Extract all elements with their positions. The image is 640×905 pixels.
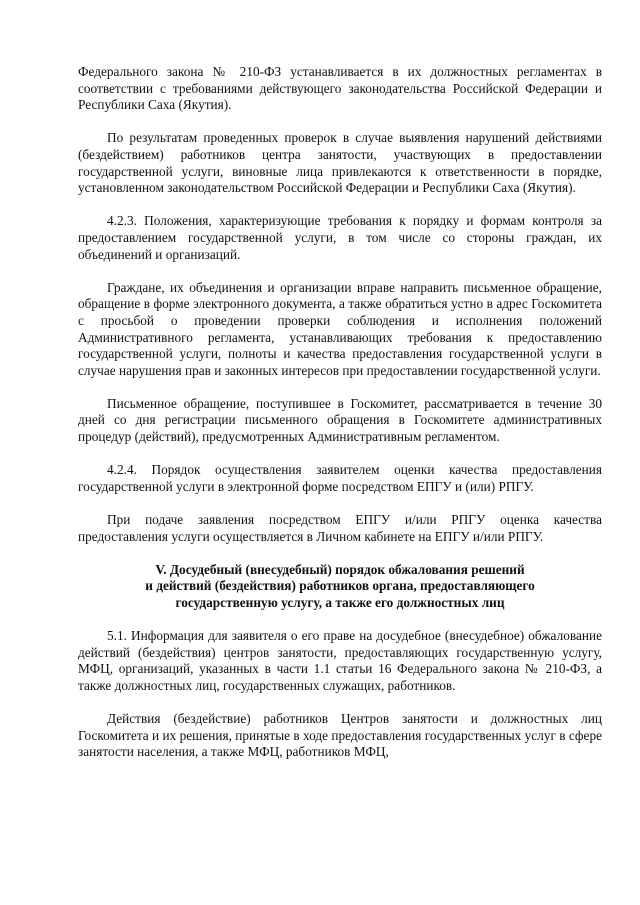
section-v-heading-line-1: V. Досудебный (внесудебный) порядок обжалования решений xyxy=(155,561,525,577)
paragraph-citizens-appeal: Граждане, их объединения и организации вправе направить письменное обращение, обращение в форме электронного документа, а также обратиться устно в адрес Госкомитета с просьбой о проведении проверки соблюдения и исполнения положений Административного регламента, устанавливающих требования к предоставлению государственной услуги, полноты и качества предоставления государственной услуги в случае нарушения прав и законных интересов при предоставлении государственной услуги. xyxy=(78,279,602,378)
paragraph-violations-responsibility: По результатам проведенных проверок в случае выявления нарушений действиями (бездействием) работников центра занятости, участвующих в предоставлении государственной услуги, виновные лица привлекаются к ответственности в порядке, установленном законодательством Российской Федерации и Республики Саха (Якутия). xyxy=(78,130,602,196)
paragraph-4-2-4: 4.2.4. Порядок осуществления заявителем оценки качества предоставления государственной услуги в электронной форме посредством ЕПГУ и (или) РПГУ. xyxy=(78,462,602,494)
section-v-heading xyxy=(78,562,602,612)
paragraph-written-appeal: Письменное обращение, поступившее в Госкомитет, рассматривается в течение 30 дней со дня регистрации письменного обращения в Госкомитете административных процедур (действий), предусмотренных Административным регламентом. xyxy=(78,395,602,445)
paragraph-5-1: 5.1. Информация для заявителя о его праве на досудебное (внесудебное) обжалование действий (бездействия) центров занятости, предоставляющих государственную услугу, МФЦ, организаций, указанных в части 1.1 статьи 16 Федерального закона № 210-ФЗ, а также должностных лиц, государственных служащих, работников. xyxy=(78,628,602,693)
section-v-heading-line-3: государственную услугу, а также его должностных лиц xyxy=(175,595,505,610)
paragraph-quality-assessment: При подаче заявления посредством ЕПГУ и/или РПГУ оценка качества предоставления услуги осуществляется в Личном кабинете на ЕПГУ и/или РПГУ. xyxy=(78,512,602,544)
paragraph-4-2-3: 4.2.3. Положения, характеризующие требования к порядку и формам контроля за предоставлением государственной услуги, в том числе со стороны граждан, их объединений и организаций. xyxy=(78,213,602,262)
section-v-heading-line-2: и действий (бездействия) работников органа, предоставляющего xyxy=(145,578,535,594)
paragraph-continuation: Федерального закона № 210-ФЗ устанавливается в их должностных регламентах в соответствии с требованиями действующего законодательства Российской Федерации и Республики Саха (Якутия). xyxy=(78,64,602,113)
paragraph-actions-inaction: Действия (бездействие) работников Центров занятости и должностных лиц Госкомитета и их решения, принятые в ходе предоставления государственных услуг в сфере занятости населения, а также МФЦ, работников МФЦ, xyxy=(78,711,602,760)
